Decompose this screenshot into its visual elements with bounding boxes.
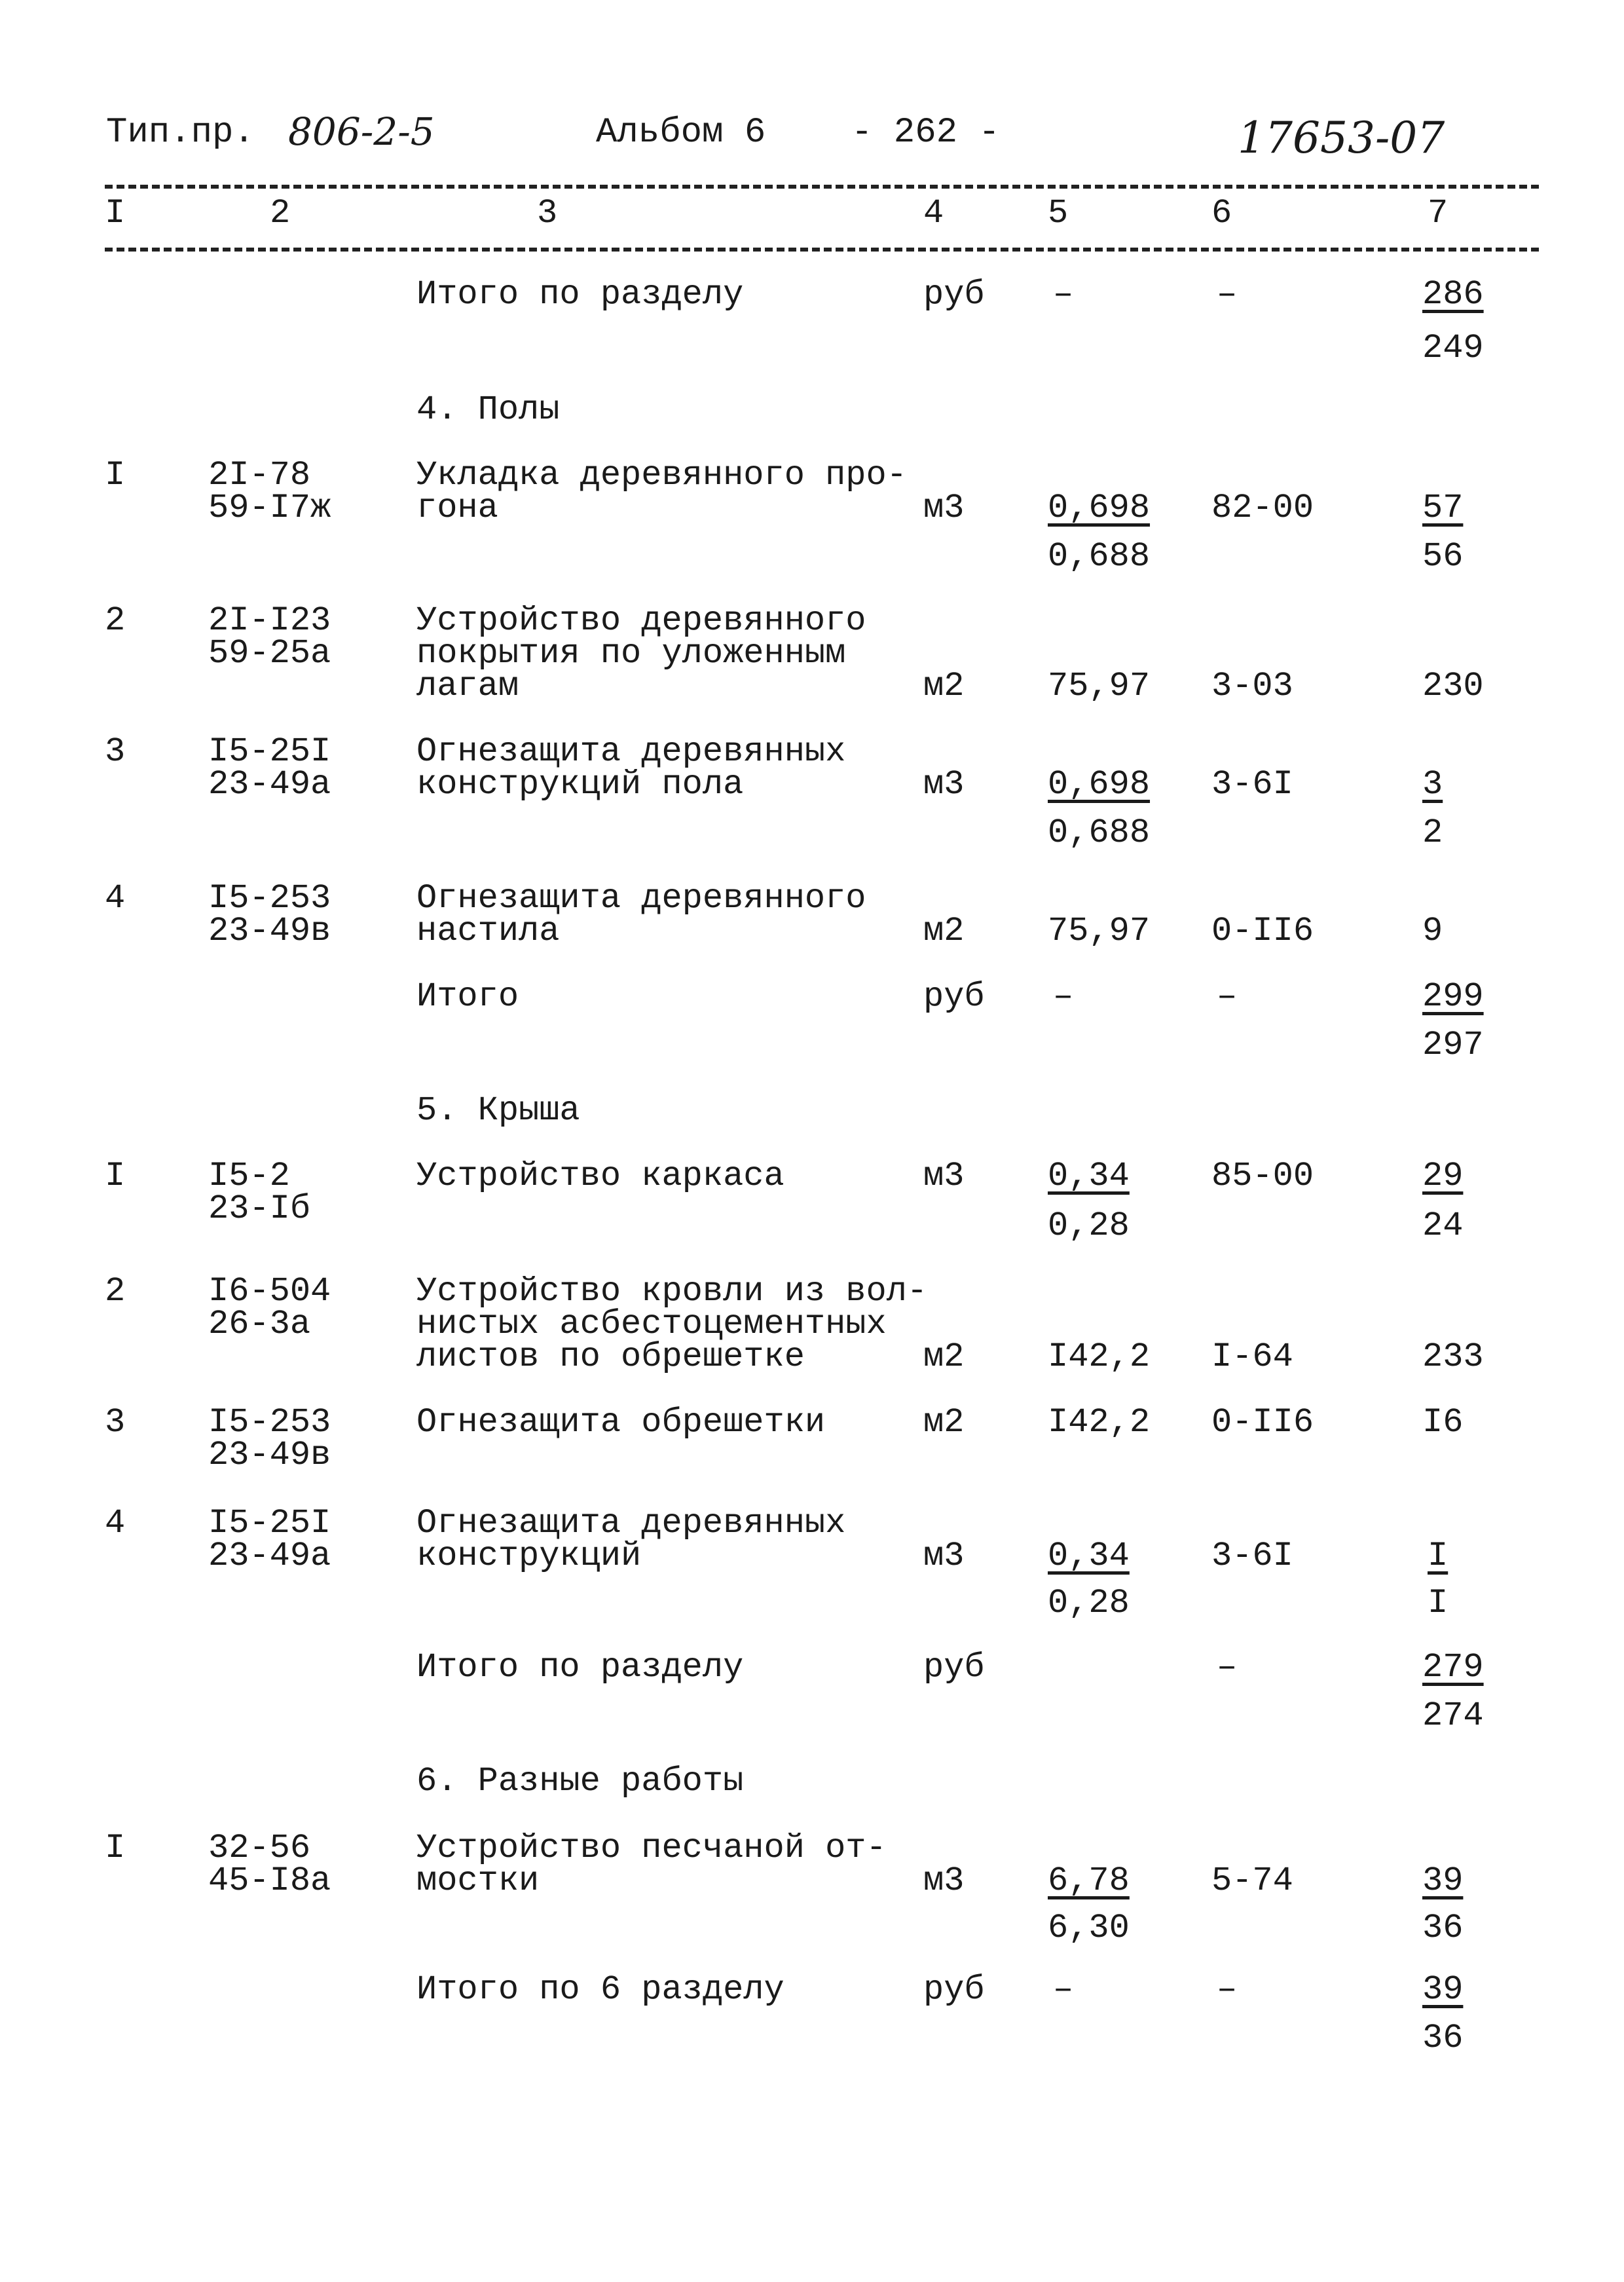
row-quantity-denominator: 0,688 <box>1048 814 1151 852</box>
row-number: I <box>105 1157 126 1195</box>
row-description-line: лагам <box>416 667 519 705</box>
row-unit-price: 0-II6 <box>1211 912 1314 950</box>
document-number: 17653-07 <box>1238 113 1445 163</box>
row-code-2: 23-49а <box>208 765 331 804</box>
row-unit-price: – <box>1217 275 1238 314</box>
row-total-denominator: 297 <box>1422 1026 1484 1064</box>
section-heading-roof: 5. Крыша <box>416 1091 580 1130</box>
row-number: 2 <box>105 1272 126 1311</box>
row-quantity-denominator: 0,28 <box>1048 1206 1130 1245</box>
row-unit-price: 3-6I <box>1211 765 1293 804</box>
col-header-4: 4 <box>923 194 944 233</box>
row-quantity: – <box>1053 275 1074 314</box>
row-description: Итого по 6 разделу <box>416 1970 784 2009</box>
row-description-line: нистых асбестоцементных <box>416 1305 887 1343</box>
row-total-numerator: 3 <box>1422 765 1443 804</box>
row-description-line: Устройство песчаной от- <box>416 1829 887 1867</box>
row-unit-price: – <box>1217 1648 1238 1687</box>
row-number: 4 <box>105 1504 126 1543</box>
row-quantity: 75,97 <box>1048 912 1151 950</box>
row-description-line: покрытия по уложенным <box>416 634 846 673</box>
row-quantity: I42,2 <box>1048 1337 1151 1376</box>
row-unit: м2 <box>923 1403 965 1442</box>
row-total: 230 <box>1422 667 1484 705</box>
row-code-1: I5-25I <box>208 1504 331 1543</box>
row-description-line: Огнезащита деревянных <box>416 1504 846 1543</box>
row-total-denominator: 56 <box>1422 537 1464 576</box>
row-quantity-denominator: 0,28 <box>1048 1584 1130 1622</box>
row-unit: м2 <box>923 667 965 705</box>
row-total-numerator: 39 <box>1422 1861 1464 1900</box>
row-total-numerator: 57 <box>1422 489 1464 527</box>
page-number: - 262 - <box>851 113 1000 153</box>
row-quantity: – <box>1053 977 1074 1016</box>
row-total: 233 <box>1422 1337 1484 1376</box>
row-code-1: 32-56 <box>208 1829 311 1867</box>
col-header-1: I <box>105 194 126 233</box>
row-code-1: I5-25I <box>208 732 331 771</box>
row-unit-price: 5-74 <box>1211 1861 1293 1900</box>
row-unit-price: 3-6I <box>1211 1537 1293 1575</box>
row-quantity-denominator: 6,30 <box>1048 1909 1130 1947</box>
col-header-3: 3 <box>537 194 558 233</box>
row-code-1: I5-2 <box>208 1157 290 1195</box>
row-description-line: Огнезащита деревянного <box>416 879 866 918</box>
row-unit: м3 <box>923 765 965 804</box>
row-unit-price: 0-II6 <box>1211 1403 1314 1442</box>
row-description-line: Устройство каркаса <box>416 1157 784 1195</box>
row-total-numerator: 29 <box>1422 1157 1464 1195</box>
row-description-line: конструкций пола <box>416 765 744 804</box>
row-description-line: Укладка деревянного про- <box>416 456 907 495</box>
row-description-line: листов по обрешетке <box>416 1337 805 1376</box>
section-heading-misc-works: 6. Разные работы <box>416 1762 744 1801</box>
row-total-numerator: 39 <box>1422 1970 1464 2009</box>
row-unit: м2 <box>923 912 965 950</box>
section-heading-floors: 4. Полы <box>416 390 560 429</box>
row-total-denominator: 36 <box>1422 1909 1464 1947</box>
row-description: Итого <box>416 977 519 1016</box>
row-description-line: Устройство кровли из вол- <box>416 1272 928 1311</box>
row-unit: руб <box>923 977 985 1016</box>
row-total-denominator: 274 <box>1422 1696 1484 1735</box>
row-unit: м3 <box>923 489 965 527</box>
col-header-2: 2 <box>270 194 291 233</box>
row-description-line: гона <box>416 489 498 527</box>
col-header-5: 5 <box>1048 194 1069 233</box>
row-code-2: 59-I7ж <box>208 489 331 527</box>
row-description: Итого по разделу <box>416 275 744 314</box>
row-code-1: I5-253 <box>208 879 331 918</box>
row-quantity-numerator: 0,34 <box>1048 1537 1130 1575</box>
row-code-2: 23-Iб <box>208 1189 311 1228</box>
col-header-7: 7 <box>1428 194 1449 233</box>
row-description-line: Устройство деревянного <box>416 601 866 640</box>
row-code-2: 59-25а <box>208 634 331 673</box>
row-description-line: Огнезащита обрешетки <box>416 1403 826 1442</box>
row-number: I <box>105 1829 126 1867</box>
row-code-1: I5-253 <box>208 1403 331 1442</box>
row-total-denominator: 249 <box>1422 329 1484 367</box>
row-code-2: 23-49в <box>208 1436 331 1474</box>
row-code-2: 23-49а <box>208 1537 331 1575</box>
row-unit-price: 85-00 <box>1211 1157 1314 1195</box>
row-unit-price: – <box>1217 1970 1238 2009</box>
row-unit: руб <box>923 1648 985 1687</box>
project-code: 806-2-5 <box>288 109 435 154</box>
row-description-line: мостки <box>416 1861 540 1900</box>
row-total-numerator: 286 <box>1422 275 1484 314</box>
row-unit: руб <box>923 1970 985 2009</box>
row-quantity: 75,97 <box>1048 667 1151 705</box>
row-number: 3 <box>105 732 126 771</box>
row-unit-price: 82-00 <box>1211 489 1314 527</box>
row-code-2: 45-I8а <box>208 1861 331 1900</box>
row-description-line: конструкций <box>416 1537 642 1575</box>
tip-label: Тип.пр. <box>106 113 255 153</box>
row-code-1: 2I-I23 <box>208 601 331 640</box>
row-unit: м2 <box>923 1337 965 1376</box>
row-number: I <box>105 456 126 495</box>
row-unit-price: 3-03 <box>1211 667 1293 705</box>
row-unit: м3 <box>923 1861 965 1900</box>
header-rule-bottom <box>105 248 1539 252</box>
row-total-denominator: I <box>1428 1584 1449 1622</box>
row-unit: м3 <box>923 1157 965 1195</box>
row-quantity-numerator: 6,78 <box>1048 1861 1130 1900</box>
row-number: 4 <box>105 879 126 918</box>
row-quantity-numerator: 0,698 <box>1048 489 1151 527</box>
row-unit: руб <box>923 275 985 314</box>
row-code-1: I6-504 <box>208 1272 331 1311</box>
row-number: 2 <box>105 601 126 640</box>
row-quantity-numerator: 0,34 <box>1048 1157 1130 1195</box>
row-total: 9 <box>1422 912 1443 950</box>
row-unit-price: I-64 <box>1211 1337 1293 1376</box>
row-code-2: 26-3а <box>208 1305 311 1343</box>
row-code-1: 2I-78 <box>208 456 311 495</box>
row-quantity: I42,2 <box>1048 1403 1151 1442</box>
album-label: Альбом 6 <box>596 113 766 153</box>
row-description-line: настила <box>416 912 560 950</box>
row-code-2: 23-49в <box>208 912 331 950</box>
row-unit-price: – <box>1217 977 1238 1016</box>
header-rule-top <box>105 185 1539 189</box>
row-total-numerator: 299 <box>1422 977 1484 1016</box>
row-unit: м3 <box>923 1537 965 1575</box>
row-total-numerator: I <box>1428 1537 1449 1575</box>
row-description-line: Огнезащита деревянных <box>416 732 846 771</box>
row-total-denominator: 36 <box>1422 2019 1464 2057</box>
row-quantity-denominator: 0,688 <box>1048 537 1151 576</box>
row-number: 3 <box>105 1403 126 1442</box>
row-total: I6 <box>1422 1403 1464 1442</box>
col-header-6: 6 <box>1211 194 1232 233</box>
row-description: Итого по разделу <box>416 1648 744 1687</box>
row-quantity-numerator: 0,698 <box>1048 765 1151 804</box>
row-total-denominator: 2 <box>1422 814 1443 852</box>
row-total-numerator: 279 <box>1422 1648 1484 1687</box>
row-total-denominator: 24 <box>1422 1206 1464 1245</box>
row-quantity: – <box>1053 1970 1074 2009</box>
